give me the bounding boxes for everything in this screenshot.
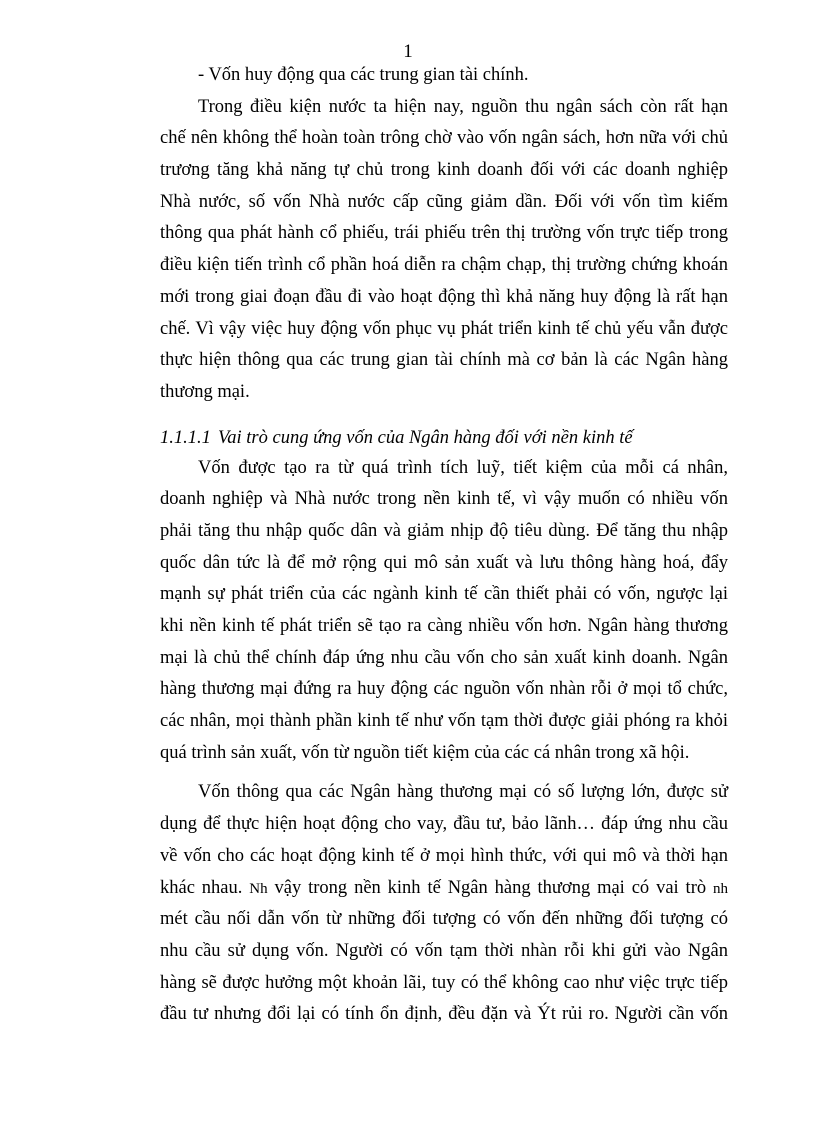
text-line: mạnh sự phát triển của các ngành kinh tế cần thiết phải có vốn, ngược lại — [160, 584, 728, 605]
text-line: - Vốn huy động qua các trung gian tài chính. — [198, 65, 529, 85]
text-line: điều kiện tiến trình cổ phần hoá diễn ra chậm chạp, thị trường chứng khoán — [160, 255, 728, 276]
paragraph-bank-role — [160, 777, 728, 1031]
text-line: khi nền kinh tế phát triển sẽ tạo ra càng nhiều vốn hơn. Ngân hàng thương — [160, 616, 728, 636]
text-line: nhu cầu sử dụng vốn. Người có vốn tạm thời nhàn rỗi khi gửi vào Ngân — [160, 940, 728, 961]
text-line: quá trình sản xuất, vốn từ nguồn tiết kiệm của các cá nhân trong xã hội. — [160, 742, 690, 763]
text-line: Vốn được tạo ra từ quá trình tích luỹ, tiết kiệm của mỗi cá nhân, — [198, 457, 728, 478]
paragraph-capital — [160, 453, 728, 770]
section-number: 1.1.1.1 — [160, 427, 211, 448]
text-line — [160, 873, 728, 905]
text-line: Trong điều kiện nước ta hiện nay, nguồn thu ngân sách còn rất hạn — [198, 96, 728, 117]
text-line: trương tăng khả năng tự chủ trong kinh doanh đối với các doanh nghiệp — [160, 160, 728, 181]
text-fragment: Nh — [249, 880, 268, 897]
text-line: chế nên không thể hoàn toàn trông chờ vào vốn ngân sách, hơn nữa với chủ — [160, 128, 728, 149]
text-line: quốc dân tức là để mở rộng qui mô sản xuất và lưu thông hàng hoá, đẩy — [160, 552, 728, 573]
text-line: các nhân, mọi thành phần kinh tế như vốn tạm thời được giải phóng ra khỏi — [160, 711, 728, 732]
page-number: 1 — [403, 41, 413, 62]
text-line: về vốn cho các hoạt động kinh tế ở mọi hình thức, với qui mô và thời hạn — [160, 845, 728, 866]
text-line: phải tăng thu nhập quốc dân và giảm nhịp độ tiêu dùng. Để tăng thu nhập — [160, 520, 728, 541]
text-line: đầu tư nhưng đổi lại có tính ổn định, đều đặn và Ýt rủi ro. Người cần vốn — [160, 1004, 728, 1025]
text-line: hàng thương mại đứng ra huy động các nguồn vốn nhàn rỗi ở mọi tổ chức, — [160, 679, 728, 700]
text-line: thương mại. — [160, 381, 250, 402]
text-line: thông qua phát hành cổ phiếu, trái phiếu trên thị trường vốn trực tiếp trong — [160, 223, 728, 244]
section-title: Vai trò cung ứng vốn của Ngân hàng đối với nền kinh tế — [218, 427, 633, 448]
document-body — [160, 60, 728, 1031]
text-line: doanh nghiệp và Nhà nước trong nền kinh tế, vì vậy muốn có nhiều vốn — [160, 489, 728, 510]
text-line: mới trong giai đoạn đầu đi vào hoạt động thì khả năng huy động là rất hạn — [160, 286, 728, 307]
text-line: Vốn thông qua các Ngân hàng thương mại có số lượng lớn, được sử — [198, 782, 728, 803]
text-line: Nhà nước, số vốn Nhà nước cấp cũng giảm dần. Đối với vốn tìm kiếm — [160, 191, 728, 212]
section-heading — [160, 423, 728, 453]
text-line: chế. Vì vậy việc huy động vốn phục vụ phát triển kinh tế chủ yếu vẫn được — [160, 318, 728, 339]
text-line: mại là chủ thể chính đáp ứng nhu cầu vốn cho sản xuất kinh doanh. Ngân — [160, 647, 728, 668]
text-line: dụng để thực hiện hoạt động cho vay, đầu tư, bảo lãnh… đáp ứng nhu cầu — [160, 814, 728, 835]
text-line: mét cầu nối dẫn vốn từ những đối tượng có vốn đến những đối tượng có — [160, 909, 728, 930]
text-fragment: nh — [713, 880, 728, 897]
text-fragment: vậy trong nền kinh tế Ngân hàng thương mại có vai trò — [274, 877, 707, 898]
text-line: hàng sẽ được hưởng một khoản lãi, tuy có thể không cao như việc trực tiếp — [160, 972, 728, 993]
paragraph-budget — [160, 92, 728, 409]
text-fragment: khác nhau. — [160, 877, 243, 898]
text-line: thực hiện thông qua các trung gian tài chính mà cơ bản là các Ngân hàng — [160, 350, 728, 371]
